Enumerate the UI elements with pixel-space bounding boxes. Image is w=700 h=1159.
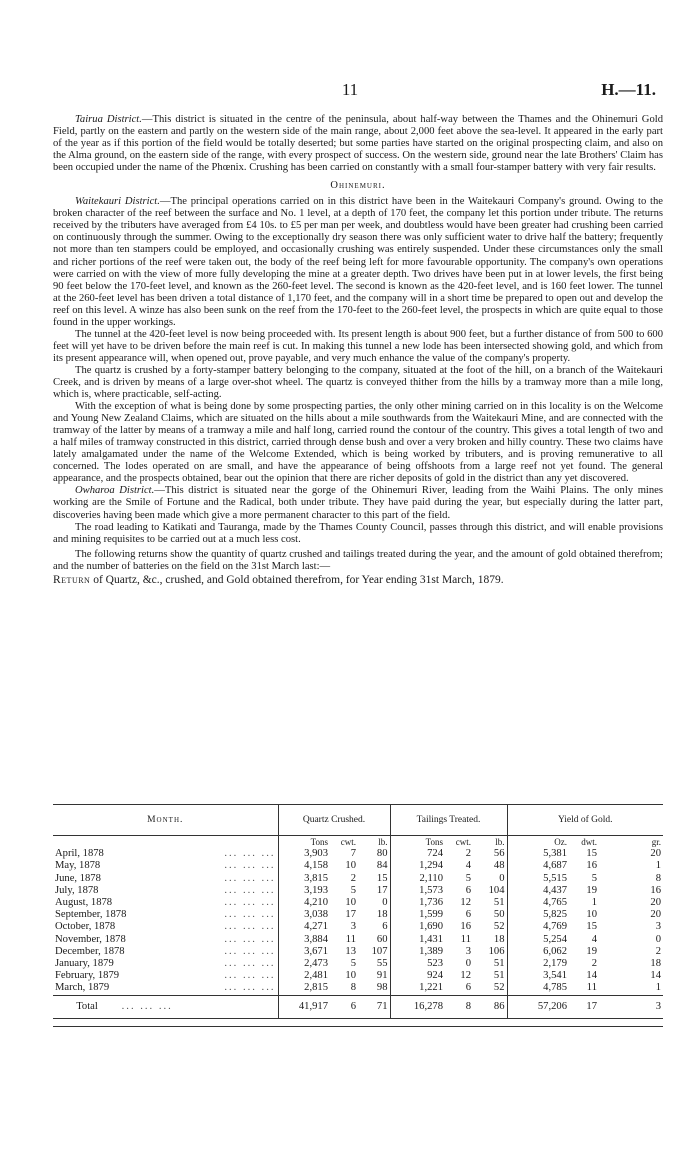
month-cell bbox=[53, 873, 278, 885]
month-label: March, 1879 bbox=[55, 982, 110, 994]
owharoa-heading: Owharoa District. bbox=[75, 485, 155, 497]
quartz-lb: 55 bbox=[376, 958, 388, 970]
yield-gr: 18 bbox=[650, 958, 661, 970]
leader-dots: ... ... ... bbox=[224, 970, 276, 982]
tailings-tons: 1,573 bbox=[390, 885, 445, 897]
month-cell bbox=[53, 909, 278, 921]
tailings-lb: 51 bbox=[493, 970, 505, 982]
table-body bbox=[53, 836, 663, 996]
month-cell bbox=[53, 860, 278, 872]
leader-dots: ... ... ... bbox=[121, 1000, 173, 1012]
quartz-cwt: 11 bbox=[345, 933, 356, 945]
month-label: July, 1878 bbox=[55, 884, 99, 896]
yield-gr: 1 bbox=[655, 982, 661, 994]
tailings-tons: 1,389 bbox=[390, 946, 445, 958]
yield-dwt: 10 bbox=[586, 909, 597, 921]
quartz-lb: 84 bbox=[376, 860, 388, 872]
yield-gr: 3 bbox=[655, 921, 661, 933]
tairua-heading: Tairua District. bbox=[75, 114, 142, 125]
tailings-tons: 1,599 bbox=[390, 909, 445, 921]
quartz-tons: 2,473 bbox=[278, 958, 330, 970]
tailings-tons: 1,221 bbox=[390, 982, 445, 995]
table-row bbox=[53, 921, 663, 933]
header-tailings: Tailings Treated. bbox=[390, 805, 507, 836]
quartz-cwt: 10 bbox=[345, 897, 356, 909]
quartz-tons: 3,038 bbox=[278, 909, 330, 921]
tailings-lb: 106 bbox=[488, 945, 505, 957]
table-row bbox=[53, 885, 663, 897]
yield-dwt: 1 bbox=[591, 897, 597, 909]
leader-dots: ... ... ... bbox=[224, 982, 276, 994]
tailings-lb: 52 bbox=[493, 982, 505, 994]
quartz-cwt: 8 bbox=[350, 982, 356, 994]
tailings-lb: 51 bbox=[493, 958, 505, 970]
document-reference: H.—11. bbox=[601, 80, 656, 99]
total-quartz-lb: 71 bbox=[358, 995, 390, 1018]
section-heading-ohinemuri: Ohinemuri. bbox=[330, 180, 386, 192]
tailings-tons: 1,431 bbox=[390, 934, 445, 946]
month-cell bbox=[53, 946, 278, 958]
waitekauri-heading: Waitekauri District. bbox=[75, 196, 160, 208]
leader-dots: ... ... ... bbox=[224, 909, 276, 921]
yield-dwt: 16 bbox=[586, 860, 597, 872]
total-quartz-tons: 41,917 bbox=[278, 995, 330, 1018]
returns-intro-paragraph: The following returns show the quantity of quartz crushed and tailings treated during the year, and the amount of gold obtained therefrom; and the number of batteries on the field on the 31st March last:— bbox=[53, 548, 663, 572]
quartz-tons: 3,815 bbox=[278, 873, 330, 885]
table-row bbox=[53, 897, 663, 909]
quartz-lb: 6 bbox=[382, 921, 388, 933]
unit-lb: lb. bbox=[378, 837, 388, 847]
month-cell bbox=[53, 958, 278, 970]
yield-oz: 4,437 bbox=[507, 885, 569, 897]
quartz-tons: 2,481 bbox=[278, 970, 330, 982]
total-tailings-cwt: 8 bbox=[445, 995, 473, 1018]
total-yield-gr: 3 bbox=[599, 995, 663, 1018]
month-cell bbox=[53, 897, 278, 909]
tailings-cwt: 12 bbox=[460, 897, 471, 909]
tailings-lb: 18 bbox=[493, 933, 505, 945]
tailings-tons: 523 bbox=[390, 958, 445, 970]
yield-gr: 14 bbox=[650, 970, 661, 982]
yield-oz: 5,254 bbox=[507, 934, 569, 946]
tailings-tons: 1,690 bbox=[390, 921, 445, 933]
tailings-lb: 56 bbox=[493, 848, 505, 860]
quartz-lb: 80 bbox=[376, 848, 388, 860]
leader-dots: ... ... ... bbox=[224, 872, 276, 884]
month-cell bbox=[53, 848, 278, 860]
month-label: September, 1878 bbox=[55, 909, 127, 921]
quartz-cwt: 13 bbox=[345, 945, 356, 957]
waitekauri-paragraph-1 bbox=[53, 196, 663, 329]
yield-dwt: 2 bbox=[591, 958, 597, 970]
month-label: November, 1878 bbox=[55, 933, 126, 945]
quartz-cwt: 5 bbox=[350, 884, 356, 896]
tailings-lb: 0 bbox=[499, 872, 505, 884]
month-cell bbox=[53, 934, 278, 946]
return-title-rest: of Quartz, &c., crushed, and Gold obtained therefrom, for Year ending 31st March, 1879. bbox=[90, 573, 504, 586]
yield-oz: 4,765 bbox=[507, 897, 569, 909]
quartz-lb: 15 bbox=[376, 872, 388, 884]
quartz-cwt: 17 bbox=[345, 909, 356, 921]
tailings-cwt: 6 bbox=[465, 982, 471, 994]
leader-dots: ... ... ... bbox=[224, 933, 276, 945]
unit-dwt: dwt. bbox=[581, 837, 597, 847]
tailings-tons: 1,294 bbox=[390, 860, 445, 872]
header-quartz: Quartz Crushed. bbox=[278, 805, 390, 836]
quartz-cwt: 3 bbox=[350, 921, 356, 933]
table-row bbox=[53, 909, 663, 921]
table-row bbox=[53, 982, 663, 995]
leader-dots: ... ... ... bbox=[224, 897, 276, 909]
tairua-paragraph bbox=[53, 114, 663, 174]
table-row bbox=[53, 873, 663, 885]
quartz-lb: 17 bbox=[376, 884, 388, 896]
month-cell bbox=[53, 921, 278, 933]
yield-dwt: 19 bbox=[586, 884, 597, 896]
quartz-cwt: 10 bbox=[345, 970, 356, 982]
quartz-lb: 98 bbox=[376, 982, 388, 994]
quartz-cwt: 5 bbox=[350, 958, 356, 970]
units-row bbox=[53, 836, 663, 849]
quartz-lb: 0 bbox=[382, 897, 388, 909]
yield-oz: 5,515 bbox=[507, 873, 569, 885]
table-row bbox=[53, 946, 663, 958]
yield-dwt: 4 bbox=[591, 933, 597, 945]
quartz-tons: 4,158 bbox=[278, 860, 330, 872]
tailings-cwt: 5 bbox=[465, 872, 471, 884]
owharoa-paragraph bbox=[53, 485, 663, 521]
total-cell bbox=[53, 995, 278, 1018]
total-label: Total bbox=[76, 1000, 98, 1012]
yield-dwt: 5 bbox=[591, 872, 597, 884]
total-yield-dwt: 17 bbox=[569, 995, 599, 1018]
tailings-cwt: 2 bbox=[465, 848, 471, 860]
yield-gr: 20 bbox=[650, 909, 661, 921]
total-tailings-tons: 16,278 bbox=[390, 995, 445, 1018]
unit-cwt: cwt. bbox=[340, 837, 356, 847]
tailings-tons: 2,110 bbox=[390, 873, 445, 885]
yield-oz: 4,785 bbox=[507, 982, 569, 995]
quartz-tons: 3,884 bbox=[278, 934, 330, 946]
quartz-lb: 91 bbox=[376, 970, 388, 982]
yield-oz: 6,062 bbox=[507, 946, 569, 958]
month-label: February, 1879 bbox=[55, 970, 120, 982]
total-tailings-lb: 86 bbox=[473, 995, 507, 1018]
tailings-cwt: 6 bbox=[465, 909, 471, 921]
tailings-cwt: 4 bbox=[465, 860, 471, 872]
quartz-lb: 107 bbox=[371, 945, 388, 957]
return-title bbox=[53, 573, 663, 587]
tailings-cwt: 11 bbox=[460, 933, 471, 945]
total-quartz-cwt: 6 bbox=[330, 995, 358, 1018]
tailings-tons: 924 bbox=[390, 970, 445, 982]
yield-gr: 2 bbox=[655, 945, 661, 957]
quartz-cwt: 2 bbox=[350, 872, 356, 884]
waitekauri-paragraph-4: With the exception of what is being done by some prospecting parties, the only other mining carried on in this locality is on the Welcome and Young New Zealand Claims, which are situated on the hills about a mile southwards from the Waitekauri Mine, and are connected with the tramway of the latter by means of a tramway a mile and half long, carried round the contour of the country. This gives a total length of two and a half miles of tramway constructed in this district, carried through dense bush and over a very broken and hilly country. These two claims have lately amalgamated under the name of the Welcome Extended, which is being worked by tributers, and is proving remunerative to all concerned. The lodes operated on are small, and have the appearance of being offshoots from a large reef not yet found. The general appearance, and the prospects obtained, bear out the opinion that there are richer deposits of gold in the district than any yet discovered. bbox=[53, 401, 663, 485]
month-label: June, 1878 bbox=[55, 872, 101, 884]
waitekauri-paragraph-3: The quartz is crushed by a forty-stamper battery belonging to the company, situated at the foot of the hill, on a branch of the Waitekauri Creek, and is driven by means of a large over-shot wheel. The quartz is conveyed thither from the hills by a tramway more than a mile long, which is, where practicable, self-acting. bbox=[53, 364, 663, 401]
bottom-rule bbox=[53, 1026, 663, 1027]
tailings-lb: 50 bbox=[493, 909, 505, 921]
table-row bbox=[53, 958, 663, 970]
quartz-cwt: 7 bbox=[350, 848, 356, 860]
quartz-tons: 4,210 bbox=[278, 897, 330, 909]
yield-oz: 5,381 bbox=[507, 848, 569, 860]
tailings-lb: 52 bbox=[493, 921, 505, 933]
quartz-lb: 18 bbox=[376, 909, 388, 921]
yield-oz: 2,179 bbox=[507, 958, 569, 970]
return-title-lead: Return bbox=[53, 573, 91, 586]
yield-oz: 4,769 bbox=[507, 921, 569, 933]
yield-gr: 1 bbox=[655, 860, 661, 872]
owharoa-text: —This district is situated near the gorge of the Ohinemuri River, leading from the Waihi Plains. The only mines working are the Smile of Fortune and the Radical, both under tribute. They have paid during the year, but especially during the latter part, discoveries having been made which give a more permanent character to this part of the field. bbox=[53, 485, 663, 521]
tailings-cwt: 12 bbox=[460, 970, 471, 982]
leader-dots: ... ... ... bbox=[224, 884, 276, 896]
leader-dots: ... ... ... bbox=[224, 848, 276, 860]
header-yield: Yield of Gold. bbox=[507, 805, 663, 836]
total-row bbox=[53, 995, 663, 1018]
unit-oz: Oz. bbox=[507, 836, 569, 849]
tairua-text: —This district is situated in the centre of the peninsula, about half-way between the Thames and the Ohinemuri Gold Field, partly on the eastern and partly on the western side of the main range, about 2,000 feet above the sea-level. It appeared in the early part of the year as if this portion of the field would be totally deserted; but some parties have started on the original prospecting claim, and also on the Alma ground, on the eastern side of the range, with every prospect of success. On the western side, ground near the late Brothers' Claim has been occupied under the name of the Phœnix. Crushing has been carried on constantly with a small four-stamper battery with very fair results. bbox=[53, 114, 663, 174]
unit-gr: gr. bbox=[651, 837, 661, 847]
tailings-cwt: 0 bbox=[465, 958, 471, 970]
yield-oz: 4,687 bbox=[507, 860, 569, 872]
month-label: May, 1878 bbox=[55, 860, 101, 872]
quartz-cwt: 10 bbox=[345, 860, 356, 872]
unit-tons: Tons bbox=[390, 836, 445, 849]
yield-gr: 16 bbox=[650, 884, 661, 896]
month-label: August, 1878 bbox=[55, 897, 113, 909]
yield-dwt: 11 bbox=[586, 982, 597, 994]
yield-gr: 0 bbox=[655, 933, 661, 945]
yield-oz: 3,541 bbox=[507, 970, 569, 982]
quartz-tons: 3,671 bbox=[278, 946, 330, 958]
leader-dots: ... ... ... bbox=[224, 958, 276, 970]
leader-dots: ... ... ... bbox=[224, 860, 276, 872]
quartz-tons: 4,271 bbox=[278, 921, 330, 933]
total-yield-oz: 57,206 bbox=[507, 995, 569, 1018]
quartz-lb: 60 bbox=[376, 933, 388, 945]
month-label: December, 1878 bbox=[55, 945, 125, 957]
tailings-cwt: 6 bbox=[465, 884, 471, 896]
tailings-lb: 104 bbox=[488, 884, 505, 896]
leader-dots: ... ... ... bbox=[224, 921, 276, 933]
quartz-tons: 3,903 bbox=[278, 848, 330, 860]
table-row bbox=[53, 934, 663, 946]
yield-dwt: 14 bbox=[586, 970, 597, 982]
yield-oz: 5,825 bbox=[507, 909, 569, 921]
tailings-lb: 48 bbox=[493, 860, 505, 872]
month-cell bbox=[53, 885, 278, 897]
yield-gr: 20 bbox=[650, 848, 661, 860]
month-label: January, 1879 bbox=[55, 958, 114, 970]
yield-dwt: 15 bbox=[586, 848, 597, 860]
page-header bbox=[0, 80, 700, 102]
table-header-row bbox=[53, 805, 663, 836]
waitekauri-paragraph-2: The tunnel at the 420-feet level is now being proceeded with. Its present length is about 900 feet, but a further distance of from 500 to 600 feet will yet have to be driven before the main reef is cut. In making this tunnel a new lode has been intersected showing gold, and which from its present appearance will, when opened out, prove payable, and very much enhance the value of the company's property. bbox=[53, 328, 663, 364]
quartz-tons: 2,815 bbox=[278, 982, 330, 995]
yield-dwt: 15 bbox=[586, 921, 597, 933]
tailings-cwt: 3 bbox=[465, 945, 471, 957]
road-paragraph: The road leading to Katikati and Tauranga, made by the Thames County Council, passes through this district, and will enable provisions and mining requisites to be carried out at a much less cost. bbox=[53, 521, 663, 545]
leader-dots: ... ... ... bbox=[224, 945, 276, 957]
yield-gr: 8 bbox=[655, 872, 661, 884]
month-label: October, 1878 bbox=[55, 921, 116, 933]
tailings-lb: 51 bbox=[493, 897, 505, 909]
month-cell bbox=[53, 970, 278, 982]
month-label: April, 1878 bbox=[55, 848, 104, 860]
unit-lb: lb. bbox=[495, 837, 505, 847]
tailings-tons: 724 bbox=[390, 848, 445, 860]
table-row bbox=[53, 970, 663, 982]
returns-table bbox=[53, 804, 663, 1019]
yield-dwt: 19 bbox=[586, 945, 597, 957]
unit-tons: Tons bbox=[278, 836, 330, 849]
page-number: 11 bbox=[341, 80, 359, 99]
body-text bbox=[53, 114, 663, 587]
waitekauri-text-1: —The principal operations carried on in this district have been in the Waitekauri Company's ground. Owing to the broken character of the reef between the surface and No. 1 level, at a depth of 170 feet, the company let this portion under tribute. The returns received by the tributers have averaged from £4 10s. to £5 per man per week, and doubtless would have been greater had crushing been carried on continuously through the summer. Owing to the exceptionally dry season there was only sufficient water to drive half the battery; frequently not more than ten stampers could be employed, and occasionally crushing was entirely suspended. Under these circumstances only the small and richer portions of the reef were taken out, the body of the reef being left for more favourable opportunity. The company's own operations were carried on with the view of more fully developing the mine at a greater depth. Two drives have been put in at lower levels, the first being 90 feet below the 170-feet level, and known as the 260-feet level. The second is known as the 420-feet level, and is 160 feet lower. The tunnel at the 260-feet level has been driven a total distance of 1,170 feet, and the company will in a short time be prepared to open out and develop the reef on this level. A winze has also been sunk on the reef from the 170-feet to the 260-feet level, the prospects in which are quite equal to those found in the upper workings. bbox=[53, 196, 663, 328]
table-row bbox=[53, 848, 663, 860]
quartz-tons: 3,193 bbox=[278, 885, 330, 897]
month-cell bbox=[53, 982, 278, 995]
header-month: Month. bbox=[53, 805, 278, 836]
tailings-tons: 1,736 bbox=[390, 897, 445, 909]
unit-cwt: cwt. bbox=[455, 837, 471, 847]
yield-gr: 20 bbox=[650, 897, 661, 909]
table-row bbox=[53, 860, 663, 872]
tailings-cwt: 16 bbox=[460, 921, 471, 933]
